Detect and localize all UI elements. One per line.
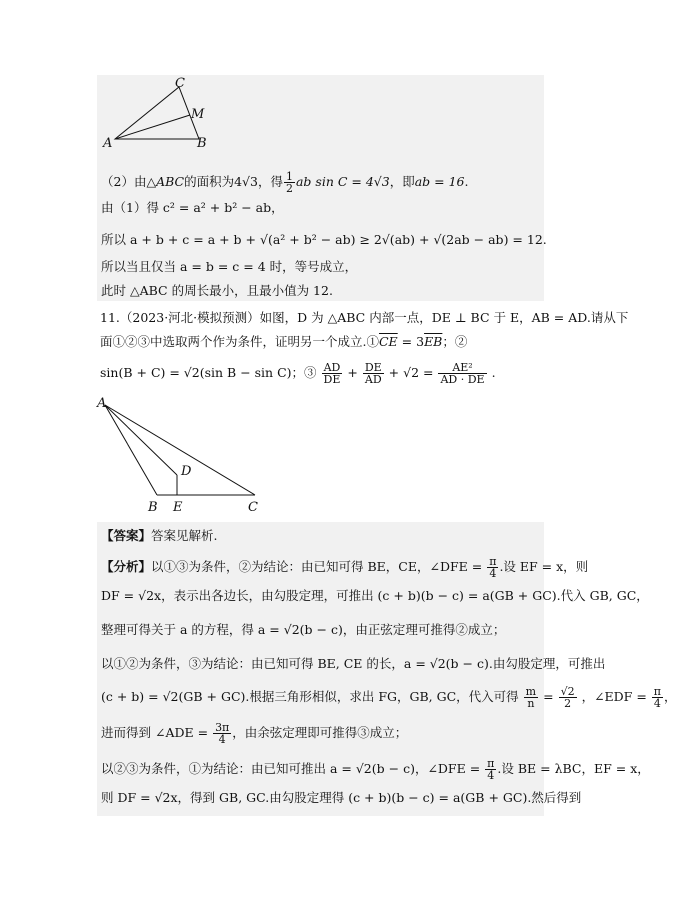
analysis-line-2: DF = √2x，表示出各边长，由勾股定理，可推出 (c + b)(b − c) = a(GB + GC).代入 GB, GC， [101, 588, 649, 603]
problem-line-3: sin(B + C) = √2(sin B − sin C)；③ $\frac{AD}{DE}$ + $\frac{DE}{AD}$ + √2 = $\frac{\text{AE²}}{AD \cdot DE}$ . [100, 361, 496, 386]
problem-line-2: 面①②③中选取两个作为条件，证明另一个成立$.①\overline{CE} = 3\overline{EB}$；② [100, 334, 468, 349]
solution-block [97, 75, 547, 301]
answer-line: 【答案】答案见解析. [101, 528, 218, 543]
label-d: D [181, 464, 192, 479]
analysis-line-8: 则 DF = √2x，得到 GB, GC.由勾股定理得 (c + b)(b − c) = a(GB + GC).然后得到 [101, 790, 582, 805]
label-a2: A [97, 396, 107, 411]
label-b: B [197, 136, 207, 151]
label-m: M [191, 107, 205, 122]
label-a: A [103, 136, 113, 151]
label-c2: C [248, 500, 258, 515]
analysis-line-3: 整理可得关于 a 的方程，得 a = √2(b − c)，由正弦定理可推得②成立； [101, 622, 506, 637]
analysis-line-6: 进而得到 ∠ADE = $\frac{3\pi}{4}$ ，由余弦定理即可推得③成立； [101, 721, 408, 746]
analysis-line-4: 以①②为条件，③为结论：由已知可得 BE, CE 的长，a = √2(b − c).由勾股定理，可推出 [101, 656, 606, 671]
solution-line-5: 此时 △ABC 的周长最小，且最小值为 12. [101, 283, 333, 298]
label-c: C [175, 76, 185, 91]
solution-line-3: 所以 a + b + c = a + b + √(a² + b² − ab) ≥ 2√(ab) + √(2ab − ab) = 12. [101, 232, 547, 247]
solution-line-1: （2）由△ABC的面积为4√3，得 $\frac{1}{2}$ ab sin C = 4√3，即ab = 16. [101, 170, 469, 195]
solution-line-4: 所以当且仅当 a = b = c = 4 时，等号成立， [101, 259, 358, 274]
label-e: E [173, 500, 183, 515]
triangle-abc-figure [99, 75, 219, 157]
triangle-abcde-figure [95, 393, 275, 513]
solution-line-2: 由（1）得 c² = a² + b² − ab， [101, 200, 284, 215]
label-b2: B [148, 500, 158, 515]
analysis-line-5: (c + b) = √2(GB + GC).根据三角形相似，求出 FG，GB, GC，代入可得 $\frac{m}{n}$ = $\frac{√2}{2}$ ，∠EDF = $\frac{\pi}{4}$ ， [101, 685, 677, 710]
analysis-line-7: 以②③为条件，①为结论：由已知可推出 a = √2(b − c)，∠DFE = $\frac{\pi}{4}$ .设 BE = λBC，EF = x， [101, 757, 650, 782]
analysis-line-1: 【分析】以①③为条件，②为结论：由已知可得 BE，CE，∠DFE = $\frac{\pi}{4}$ .设 EF = x，则 [101, 555, 589, 580]
answer-block [97, 522, 677, 816]
problem-line-1: 11.（2023·河北·模拟预测）如图，D 为 △ABC 内部一点，DE ⊥ BC 于 E，AB = AD.请从下 [100, 310, 629, 325]
